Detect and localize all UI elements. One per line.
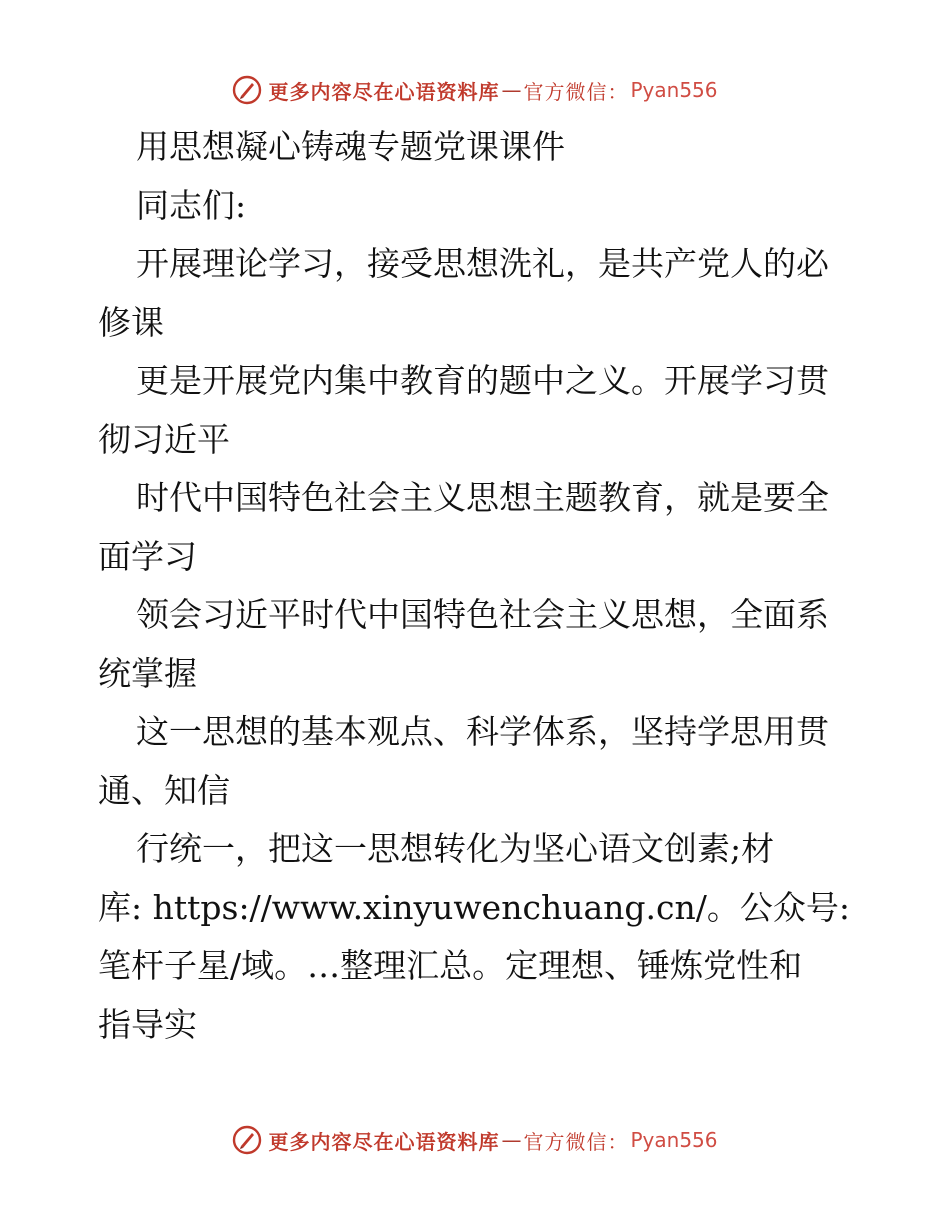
- site-name: 更多内容尽在心语资料库: [268, 79, 500, 104]
- wechat-id: Pyan556: [630, 1128, 718, 1152]
- quill-pen-icon: [232, 1125, 262, 1155]
- body-line: 通、知信: [98, 770, 230, 810]
- body-line: 库: https://www.xinyuwenchuang.cn/。公众号:: [98, 887, 850, 927]
- body-line: 更是开展党内集中教育的题中之义。开展学习贯: [136, 361, 829, 400]
- quill-pen-icon: [232, 75, 262, 105]
- body-line: 这一思想的基本观点、科学体系，坚持学思用贯: [136, 712, 829, 751]
- body-line: 面学习: [98, 536, 197, 576]
- body-line: 指导实: [98, 1004, 197, 1044]
- header-banner: [0, 70, 950, 110]
- body-line: 时代中国特色社会主义思想主题教育，就是要全: [136, 478, 829, 517]
- document-title: 用思想凝心铸魂专题党课课件: [136, 127, 565, 166]
- body-line: 领会习近平时代中国特色社会主义思想，全面系: [136, 595, 829, 634]
- wechat-id: Pyan556: [630, 78, 718, 102]
- salutation: 同志们:: [136, 185, 247, 225]
- separator: —: [501, 78, 522, 102]
- body-line: 修课: [98, 302, 164, 342]
- wechat-label: 官方微信：: [523, 1129, 629, 1154]
- body-line: 开展理论学习，接受思想洗礼，是共产党人的必: [136, 244, 829, 283]
- site-name: 更多内容尽在心语资料库: [268, 1129, 500, 1154]
- body-line: 笔杆子星/域。…整理汇总。定理想、锤炼党性和: [98, 946, 803, 985]
- separator: —: [501, 1128, 522, 1152]
- body-line: 行统一，把这一思想转化为坚心语文创素;材: [136, 829, 775, 868]
- footer-banner: [0, 1120, 950, 1160]
- wechat-label: 官方微信：: [523, 79, 629, 104]
- body-line: 统掌握: [98, 653, 197, 693]
- document-body: [98, 118, 858, 1054]
- body-line: 彻习近平: [98, 419, 230, 459]
